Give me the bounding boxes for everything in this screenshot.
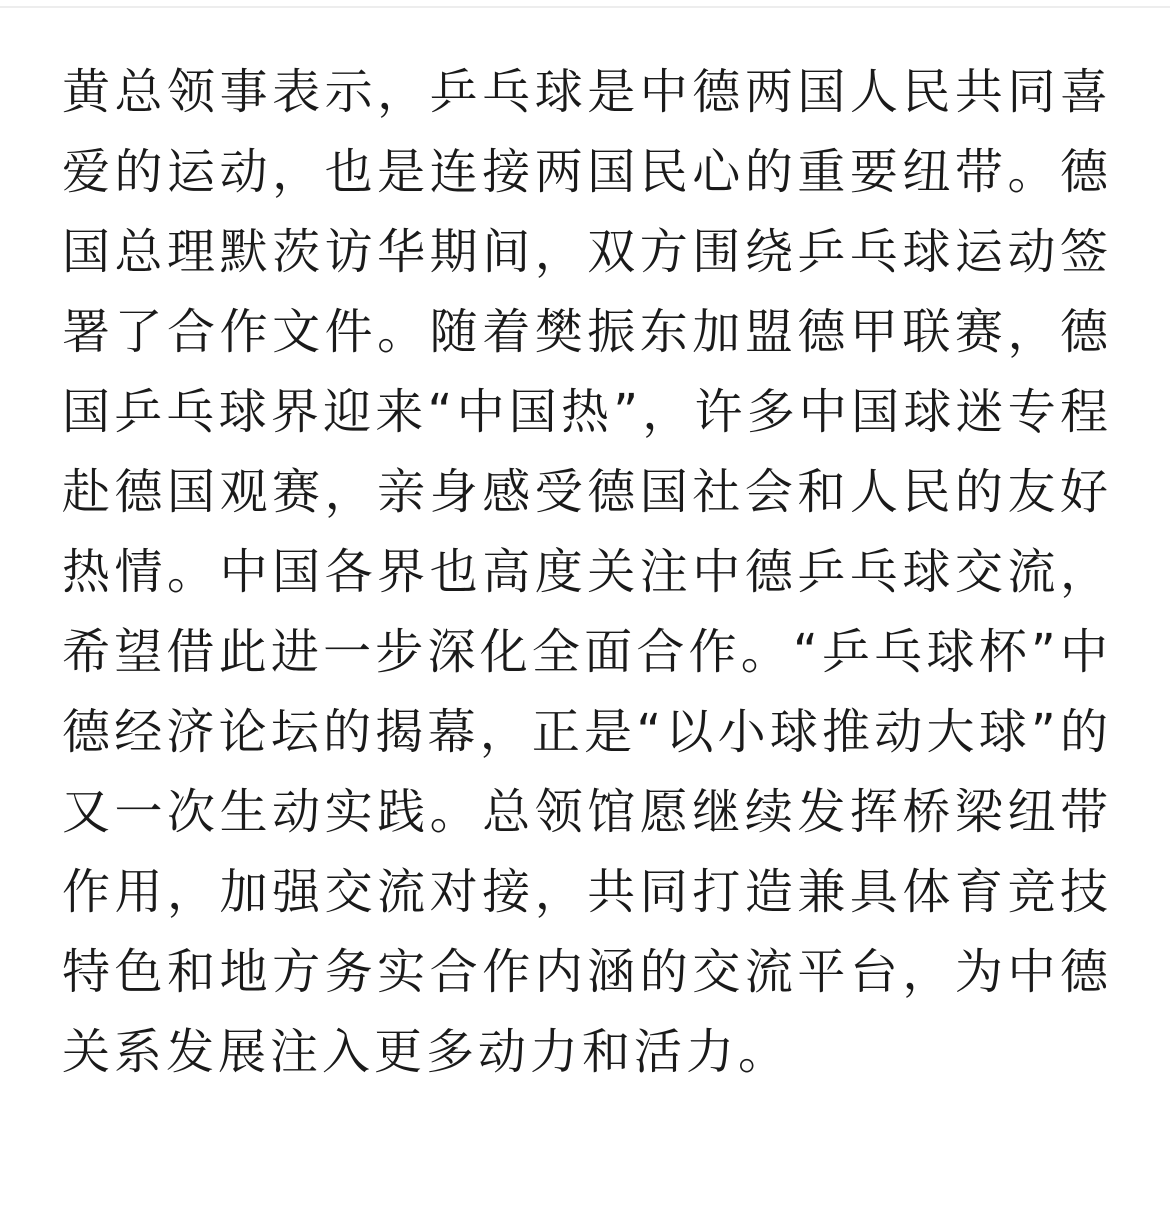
article-body bbox=[62, 52, 1112, 1092]
top-divider bbox=[0, 6, 1170, 8]
article-paragraph: 黄总领事表示，乒乓球是中德两国人民共同喜爱的运动，也是连接两国民心的重要纽带。德国总理默茨访华期间，双方围绕乒乓球运动签署了合作文件。随着樊振东加盟德甲联赛，德国乒乓球界迎来“中国热”，许多中国球迷专程赴德国观赛，亲身感受德国社会和人民的友好热情。中国各界也高度关注中德乒乓球交流，希望借此进一步深化全面合作。“乒乓球杯”中德经济论坛的揭幕，正是“以小球推动大球”的又一次生动实践。总领馆愿继续发挥桥梁纽带作用，加强交流对接，共同打造兼具体育竞技特色和地方务实合作内涵的交流平台，为中德关系发展注入更多动力和活力。 bbox=[62, 64, 1112, 1080]
